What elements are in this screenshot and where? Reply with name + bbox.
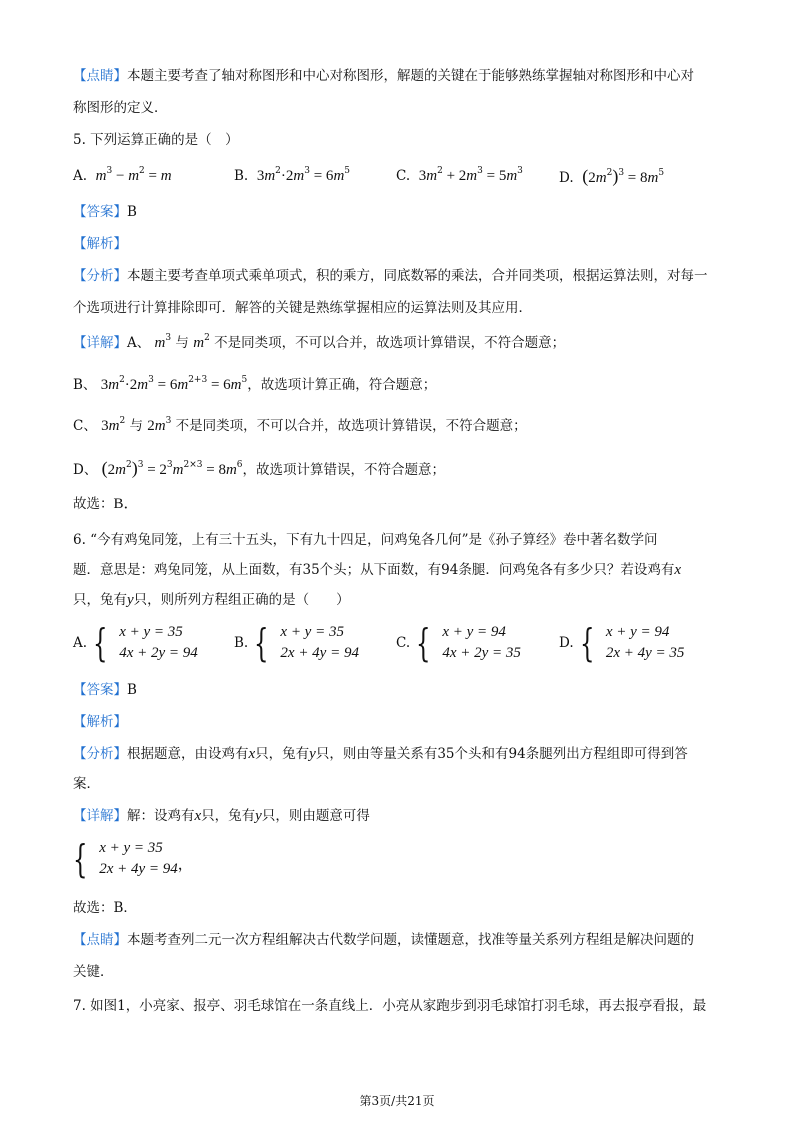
q6-option-a[interactable]: A. { x + y = 35 4x + 2y = 94 (73, 621, 198, 665)
q6-line1: 6. “今有鸡兔同笼，上有三十五头，下有九十四足，问鸡兔各几何”是《孙子算经》卷中著名数学问 (73, 532, 658, 548)
q6-option-d[interactable]: D. { x + y = 94 2x + 4y = 35 (559, 621, 685, 665)
q6-option-c[interactable]: C. { x + y = 94 4x + 2y = 35 (396, 621, 521, 665)
q6-analysis-line2: 案． (73, 776, 100, 792)
q5-stem: 5. 下列运算正确的是（ ） (73, 132, 239, 148)
brace-icon: { (73, 837, 88, 881)
q5-answer: 【答案】B (73, 204, 137, 220)
q5-option-b[interactable]: B. $3m^2\cdot 2m^3 = 6m^5$ (234, 166, 351, 184)
q5-analysis-line2: 个选项进行计算排除即可．解答的关键是熟练掌握相应的运算法则及其应用． (73, 300, 532, 316)
q6-line3: 只，兔有y只，则所列方程组正确的是（ ） (73, 592, 350, 608)
q5-detail-a: 【详解】A、 $m^3$ 与 $m^2$ 不是同类项，不可以合并，故选项计算错误，不符合题意； (73, 333, 566, 351)
q6-choose: 故选：B． (73, 900, 137, 916)
q6-detail: 【详解】解：设鸡有x只，兔有y只，则由题意可得 (73, 808, 370, 824)
note-tag: 【点睛】 (73, 68, 127, 84)
q6-note-line1: 【点睛】本题考查列二元一次方程组解决古代数学问题，读懂题意，找准等量关系列方程组是解决问题的 (73, 932, 694, 948)
q5-choose: 故选：B． (73, 496, 139, 512)
q6-answer: 【答案】B (73, 682, 137, 698)
q5-detail-c: C、 $3m^2$ 与 $2m^3$ 不是同类项，不可以合并，故选项计算错误，不符合题意； (73, 416, 527, 434)
q5-option-a[interactable]: A. $m^3 - m^2 = m$ (73, 166, 172, 184)
q6-note-line2: 关键． (73, 964, 114, 980)
note1-line2: 称图形的定义． (73, 100, 168, 116)
q6-option-b[interactable]: B. { x + y = 35 2x + 4y = 94 (234, 621, 359, 665)
note1-line1: 【点睛】本题主要考查了轴对称图形和中心对称图形，解题的关键在于能够熟练掌握轴对称图形和中心对 (73, 68, 694, 84)
brace-icon: { (416, 621, 431, 665)
q5-analysis-line1: 【分析】本题主要考查单项式乘单项式，积的乘方，同底数幂的乘法，合并同类项，根据运算法则，对每一 (73, 268, 708, 284)
q5-detail-d: D、 $(2m^2)^3 = 2^3m^{2\times 3} = 8m^6$，故选项计算错误，不符合题意； (73, 458, 446, 478)
q6-solution-system: { x + y = 35 2x + 4y = 94 ， (73, 837, 193, 881)
q6-analysis-line1: 【分析】根据题意，由设鸡有x只，兔有y只，则由等量关系有35个头和有94条腿列出方程组即可得到答 (73, 746, 688, 762)
q6-line2: 题．意思是：鸡兔同笼，从上面数，有35个头；从下面数，有94条腿．问鸡兔各有多少只？若设鸡有x (73, 562, 682, 578)
q5-option-d[interactable]: D. $(2m^2)^3 = 8m^5$ (559, 166, 665, 186)
brace-icon: { (254, 621, 269, 665)
q5-jiexi: 【解析】 (73, 236, 127, 252)
brace-icon: { (579, 621, 595, 665)
brace-icon: { (93, 621, 108, 665)
q5-option-c[interactable]: C. $3m^2 + 2m^3 = 5m^3$ (396, 166, 523, 184)
q6-jiexi: 【解析】 (73, 714, 127, 730)
q7-line1: 7. 如图1，小亮家、报亭、羽毛球馆在一条直线上．小亮从家跑步到羽毛球馆打羽毛球，再去报亭看报，最 (73, 998, 707, 1014)
q5-detail-b: B、 $3m^2\cdot 2m^3 = 6m^{2+3} = 6m^5$，故选项计算正确，符合题意； (73, 375, 437, 393)
page-footer: 第3页/共21页 (359, 1094, 435, 1108)
